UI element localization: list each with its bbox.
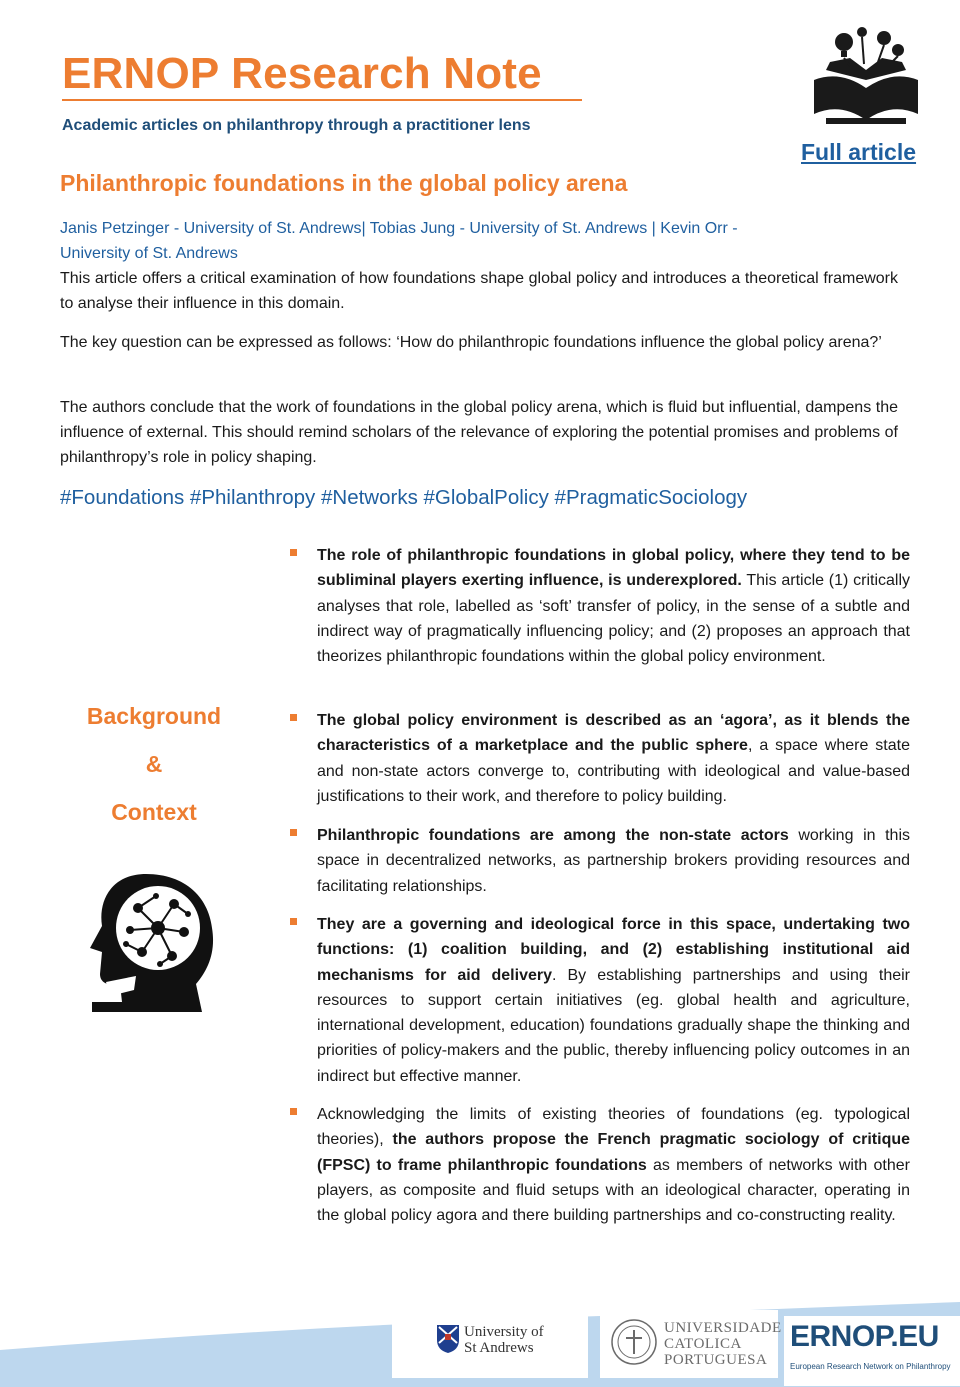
catolica-line-1: UNIVERSIDADE — [664, 1320, 782, 1336]
summary-paragraph-2: The key question can be expressed as follows: ‘How do philanthropic foundations influence the global policy arena?’ — [60, 334, 882, 351]
bullet-text: working in this space in decentralized networks, as partnership brokers providing resources and facilitating relationships. — [317, 827, 910, 895]
bullet-bold-text: The global policy environment is described as an ‘agora’, as it blends the characteristics of a marketplace and the public sphere — [317, 712, 910, 755]
hashtags: #Foundations #Philanthropy #Networks #GlobalPolicy #PragmaticSociology — [60, 486, 748, 509]
article-title: Philanthropic foundations in the global policy arena — [60, 170, 628, 196]
catolica-line-3: PORTUGUESA — [664, 1352, 768, 1368]
bullet-bold-text: They are a governing and ideological force in this space, undertaking two functions: (1) coalition building, and (2) establishing institutional aid mechanisms for aid delivery — [317, 916, 910, 984]
bullet-item-1 — [292, 543, 910, 669]
context-heading-background: Background — [86, 703, 222, 729]
full-article-link[interactable]: Full article — [801, 139, 917, 165]
ernop-eu-logo — [784, 1316, 960, 1386]
authors-line-1: Janis Petzinger - University of St. Andrews| Tobias Jung - University of St. Andrews | Kevin Orr - — [60, 220, 738, 237]
page-subtitle: Academic articles on philanthropy through a practitioner lens — [62, 117, 531, 134]
context-heading-ampersand: & — [145, 751, 163, 777]
authors-line-2: University of St. Andrews — [60, 245, 238, 262]
shield-icon — [436, 1324, 460, 1354]
ernop-eu-tagline: European Research Network on Philanthropy — [790, 1362, 951, 1371]
ernop-eu-wordmark: ERNOP.EU — [790, 1320, 939, 1353]
summary-paragraph-1: This article offers a critical examination of how foundations shape global policy and introduces a theoretical framework to analyse their influence in this domain. — [60, 270, 898, 312]
bullet-text: , a space where state and non-state actors converge to, contributing with ideological and value-based justifications to their work, and therefore to policy building. — [317, 737, 910, 805]
bullet-text: . By establishing partnerships and using their resources to support certain initiatives (eg. global health and agriculture, international development, education) foundations gradually shape the thinking and priorities of policy-makers and the public, thereby influencing policy outcomes in an indirect but effective manner. — [317, 966, 910, 1085]
title-underline — [62, 99, 582, 101]
bullet-item-2 — [292, 708, 910, 809]
bullet-item-4 — [292, 912, 910, 1089]
bullet-marker — [290, 1108, 297, 1115]
bullet-item-3 — [292, 823, 910, 899]
bullet-bold-text: Philanthropic foundations are among the non-state actors — [317, 827, 789, 844]
bullet-bold-text: The role of philanthropic foundations in global policy, where they tend to be subliminal players exerting influence, is underexplored. — [317, 547, 910, 590]
university-seal-icon — [610, 1318, 658, 1366]
bullet-text-lead: Acknowledging the limits of existing theories of foundations (eg. typological theories), — [317, 1106, 910, 1149]
bullet-marker — [290, 918, 297, 925]
bullet-marker — [290, 549, 297, 556]
summary-paragraph-3: The authors conclude that the work of foundations in the global policy arena, which is fluid but influential, dampens the influence of external. This should remind scholars of the relevance of exploring the potential promises and problems of philanthropy’s role in policy shaping. — [60, 399, 898, 466]
st-andrews-line-2: St Andrews — [464, 1340, 534, 1356]
bullet-marker — [290, 714, 297, 721]
bullet-marker — [290, 829, 297, 836]
st-andrews-logo — [392, 1310, 588, 1378]
context-heading-context: Context — [111, 799, 197, 825]
bullet-text: as members of networks with other players, as composite and fluid setups with an ideological character, operating in the global policy agora and there building partnerships and co-constructing reality. — [317, 1156, 910, 1225]
bullet-bold-text: the authors propose the French pragmatic sociology of critique (FPSC) to frame philanthropic foundations — [317, 1131, 911, 1174]
bullet-item-5 — [292, 1102, 910, 1228]
catolica-line-2: CATOLICA — [664, 1336, 742, 1352]
bullet-text: This article (1) critically analyses that role, labelled as ‘soft’ transfer of policy, in the sense of a subtle and indirect way of pragmatically influencing policy; and (2) proposes an approach that theorizes philanthropic foundations within the global policy environment. — [317, 572, 911, 666]
head-network-icon — [76, 866, 228, 1016]
book-ideas-logo-icon — [806, 18, 926, 136]
page-title: ERNOP Research Note — [62, 49, 542, 98]
st-andrews-line-1: University of — [464, 1324, 544, 1340]
catolica-logo — [600, 1310, 782, 1378]
